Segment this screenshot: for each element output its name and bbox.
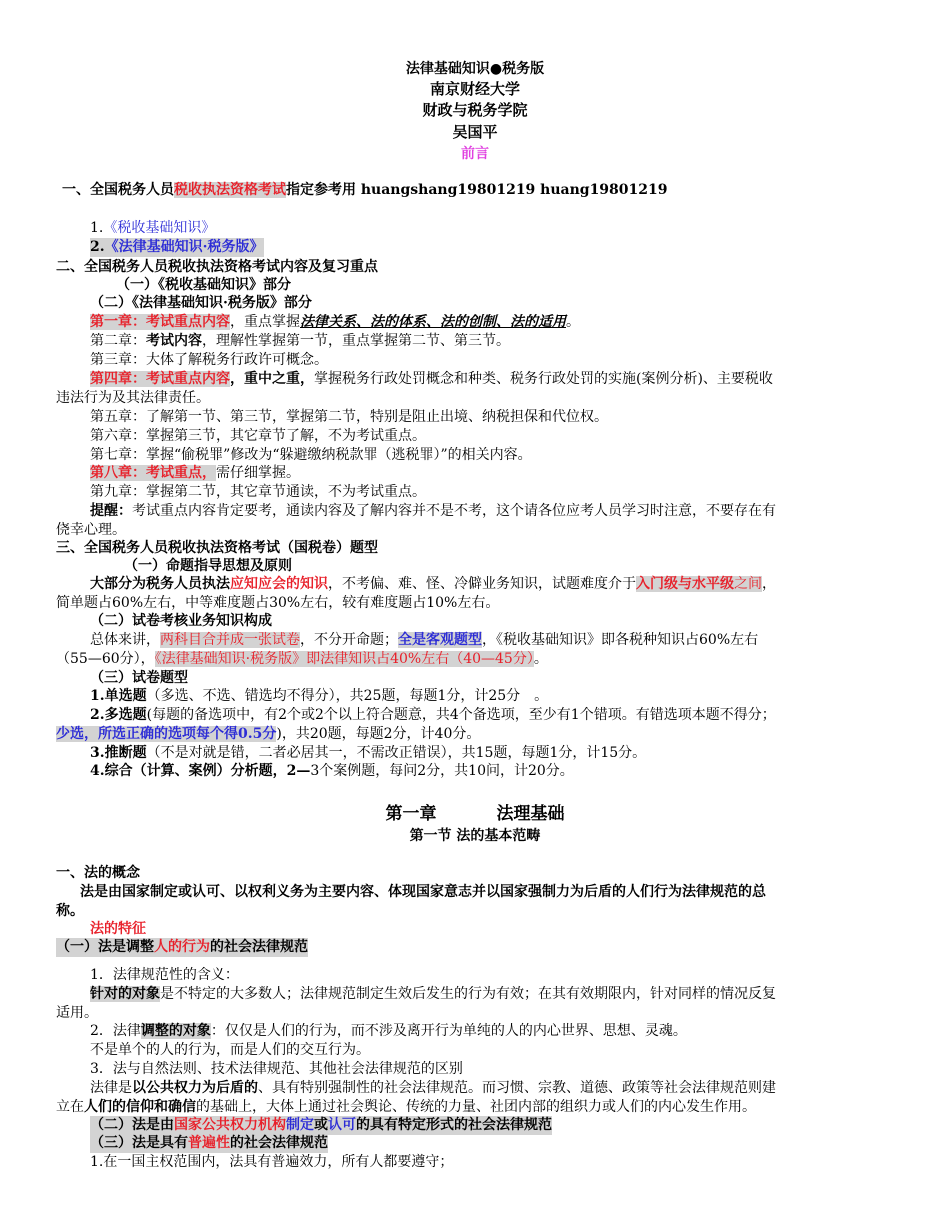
s1-text-c: 指定参考用 huangshang19801219 huang19801219 (286, 182, 668, 198)
reminder-text: 考试重点内容肯定要考，通读内容及了解内容并不是不考，这个请各位应考人员学习时注意，不要存在有 (132, 503, 776, 519)
q4-text: 3个案例题，每问2分，共10问，计20分。 (310, 763, 574, 779)
point-4-line: 1.在一国主权范围内，法具有普遍效力，所有人都要遵守； (90, 1154, 454, 1170)
concept-heading: 一、法的概念 (56, 865, 140, 881)
book-2 (90, 238, 264, 257)
feature-3-heading (90, 1134, 328, 1153)
point-1-body-cont: 适用。 (56, 1005, 98, 1021)
n2-lead: 2．法律 (90, 1023, 141, 1039)
school-name: 南京财经大学 (429, 80, 520, 98)
f1-highlight: 人的行为 (154, 939, 210, 955)
principle-line-2: 简单题占60%左右，中等难度题占30%左右，较有难度题占10%左右。 (56, 595, 500, 611)
section-2-sub-1: （一）《税收基础知识》部分 (116, 277, 291, 293)
p2-tax: ，《税收基础知识》即各税种知识占60%左右 (482, 632, 759, 648)
ch1-topics: 法律关系、法的体系、法的创制、法的适用 (300, 314, 566, 330)
chapter-4-line-cont: 违法行为及其法律责任。 (56, 390, 210, 406)
n3b-lead: 立在 (56, 1099, 84, 1115)
s1-text-a: 一、全国税务人员 (62, 182, 174, 198)
section-1-heading (62, 181, 668, 200)
p1-lead: 大部分为税务人员执法 (90, 576, 230, 592)
ch1-text: ，重点掌握 (230, 314, 300, 330)
q1-label: 1.单选题 (90, 688, 147, 704)
f1-end: 的社会法律规范 (210, 939, 308, 955)
chapter-8-line (90, 464, 300, 483)
book-2-title: 《法律基础知识·税务版》 (104, 239, 264, 255)
n3b-text: 的基础上，大体上通过社会舆论、传统的力量、社团内部的组织力或人们的内心发生作用。 (196, 1099, 756, 1115)
chapter-3-line: 第三章：大体了解税务行政许可概念。 (90, 352, 328, 368)
book-1-title: 《税收基础知识》 (103, 220, 216, 236)
f1-lead: （一）法是调整 (56, 939, 154, 955)
feature-1-heading (56, 938, 308, 957)
point-2-line (90, 1022, 687, 1041)
question-type-2-cont (56, 725, 480, 744)
p2-text: ，不分开命题； (300, 632, 398, 648)
ch8-text: 需仔细掌握。 (216, 465, 300, 481)
f2-end: 的具有特定形式的社会法律规范 (356, 1117, 552, 1133)
n3-key: 以公共权力为后盾的 (132, 1080, 258, 1096)
section-2-sub-2: （二）《法律基础知识·税务版》部分 (90, 295, 312, 311)
f3-highlight: 普遍性 (188, 1135, 230, 1151)
chapter-1-line (90, 313, 580, 332)
n1-key: 针对的对象 (90, 986, 160, 1002)
composition-line-1 (90, 631, 758, 650)
section-title: 第一节 法的基本范畴 (409, 828, 541, 844)
p2-objective: 全是客观题型 (398, 632, 482, 648)
n2-text: ：仅仅是人们的行为，而不涉及离开行为单纯的人的内心世界、思想、灵魂。 (210, 1023, 687, 1039)
point-1-body (90, 985, 776, 1004)
p2-end: 。 (533, 651, 548, 667)
preface-title: 前言 (461, 146, 489, 162)
q2-text: (每题的备选项中，有2个或2个以上符合题意，共4个备选项，至少有1个错项。有错选项本题不得分； (146, 707, 776, 723)
definition-line-2: 称。 (56, 903, 84, 919)
q4-label: 4.综合（计算、案例）分析题，2— (90, 763, 311, 779)
n1-text: 是不特定的大多数人；法律规范制定生效后发生的行为有效；在其有效期限内，针对同样的情况反复 (160, 986, 776, 1002)
chapter-9-line: 第九章：掌握第二节，其它章节通读，不为考试重点。 (90, 484, 426, 500)
section-3-sub-1: （一）命题指导思想及原则 (124, 558, 292, 574)
ch2-key: 考试内容 (146, 333, 202, 349)
n3-text: 、具有特别强制性的社会法律规范。而习惯、宗教、道德、政策等社会法律规范则建 (258, 1080, 776, 1096)
reminder-line (90, 502, 776, 521)
book-2-num: 2. (90, 239, 105, 255)
p1-between: 之间 (734, 576, 762, 592)
n3-lead: 法律是 (90, 1080, 132, 1096)
q3-label: 3.推断题 (90, 745, 147, 761)
point-2-cont: 不是单个的人的行为，而是人们的交互行为。 (90, 1042, 370, 1058)
ch4-text: 掌握税务行政处罚概念和种类、税务行政处罚的实施(案例分析)、主要税收 (314, 371, 773, 387)
point-3-title: 3．法与自然法则、技术法律规范、其他社会法律规范的区别 (90, 1061, 463, 1077)
p1-text: ，不考偏、难、怪、冷僻业务知识，试题难度介于 (328, 576, 636, 592)
n2-key: 调整的对象 (140, 1023, 211, 1039)
f3-end: 的社会法律规范 (230, 1135, 328, 1151)
n3b-key: 人们的信仰和确信 (84, 1099, 196, 1115)
chapter-number: 第一章 (385, 804, 437, 824)
q2-label: 2.多选题 (90, 707, 147, 723)
reminder-line-cont: 侥幸心理。 (56, 522, 126, 538)
book-1 (90, 219, 215, 238)
book-1-num: 1. (90, 220, 104, 236)
q2-end: )，共20题，每题2分，计40分。 (276, 726, 481, 742)
chapter-title (0, 803, 950, 825)
definition-line-1: 法是由国家制定或认可、以权利义务为主要内容、体现国家意志并以国家强制力为后盾的人们行为法律规范的总 (80, 884, 766, 900)
q1-text: （多选、不选、错选均不得分），共25题，每题1分，计25分 。 (146, 688, 549, 704)
section-3-sub-2: （二）试卷考核业务知识构成 (90, 613, 272, 629)
section-3-heading: 三、全国税务人员税收执法资格考试（国税卷）题型 (56, 540, 378, 556)
p1-highlight: 应知应会的知识 (230, 576, 328, 592)
chapter-5-line: 第五章：了解第一节、第三节，掌握第二节，特别是阻止出境、纳税担保和代位权。 (90, 409, 608, 425)
f2-authority: 国家公共权力机构 (174, 1117, 286, 1133)
question-type-2 (90, 706, 776, 725)
question-type-3 (90, 744, 646, 763)
principle-line-1 (90, 575, 776, 594)
point-3-body (90, 1079, 776, 1098)
doc-subtitle: 法律基础知识●税务版 (405, 61, 545, 77)
author-name: 吴国平 (452, 123, 498, 141)
f2-recognize: 认可 (328, 1117, 356, 1133)
composition-line-2 (56, 650, 548, 669)
f3-lead: （三）法是具有 (90, 1135, 188, 1151)
p2-law: 《法律基础知识·税务版》即法律知识占40%左右（40—45分） (154, 651, 534, 667)
section-2-heading: 二、全国税务人员税收执法资格考试内容及复习重点 (56, 259, 378, 275)
chapter-2-line (90, 332, 510, 351)
p1-level: 入门级与水平级 (636, 576, 734, 592)
q2-partial: 少选，所选正确的选项每个得0.5分 (56, 726, 277, 742)
ch4-key: 第四章：考试重点内容 (90, 371, 230, 387)
features-heading: 法的特征 (90, 921, 146, 937)
reminder-label: 提醒： (90, 503, 132, 519)
ch1-end: 。 (566, 314, 580, 330)
s1-highlight: 税收执法资格考试 (174, 182, 286, 198)
chapter-4-line (90, 370, 773, 389)
f2-enact: 制定 (286, 1117, 314, 1133)
p1-comma: ， (762, 576, 776, 592)
ch2-text: ，理解性掌握第一节，重点掌握第二节、第三节。 (202, 333, 510, 349)
section-3-sub-3: （三）试卷题型 (90, 670, 188, 686)
p2-score: （55—60分）， (56, 651, 155, 667)
chapter-name: 法理基础 (496, 804, 565, 824)
ch1-key: 第一章：考试重点内容 (90, 314, 230, 330)
chapter-7-line: 第七章：掌握“偷税罪”修改为“躲避缴纳税款罪（逃税罪）”的相关内容。 (90, 447, 532, 463)
ch4-emphasis: ，重中之重， (230, 371, 314, 387)
ch2-label: 第二章： (90, 333, 146, 349)
q3-text: （不是对就是错，二者必居其一，不需改正错误），共15题，每题1分，计15分。 (146, 745, 647, 761)
point-1-title: 1．法律规范性的含义： (90, 967, 239, 983)
chapter-6-line: 第六章：掌握第三节，其它章节了解，不为考试重点。 (90, 428, 426, 444)
f2-lead: （二）法是由 (90, 1117, 174, 1133)
college-name: 财政与税务学院 (422, 101, 528, 119)
p2-merge: 两科目合并成一张试卷 (160, 632, 300, 648)
question-type-4 (90, 762, 574, 781)
f2-or: 或 (314, 1117, 328, 1133)
p2-lead: 总体来讲， (90, 632, 160, 648)
question-type-1 (90, 687, 548, 706)
point-3-body-cont (56, 1098, 756, 1117)
ch8-key: 第八章：考试重点， (90, 465, 216, 481)
feature-2-heading (90, 1116, 552, 1135)
